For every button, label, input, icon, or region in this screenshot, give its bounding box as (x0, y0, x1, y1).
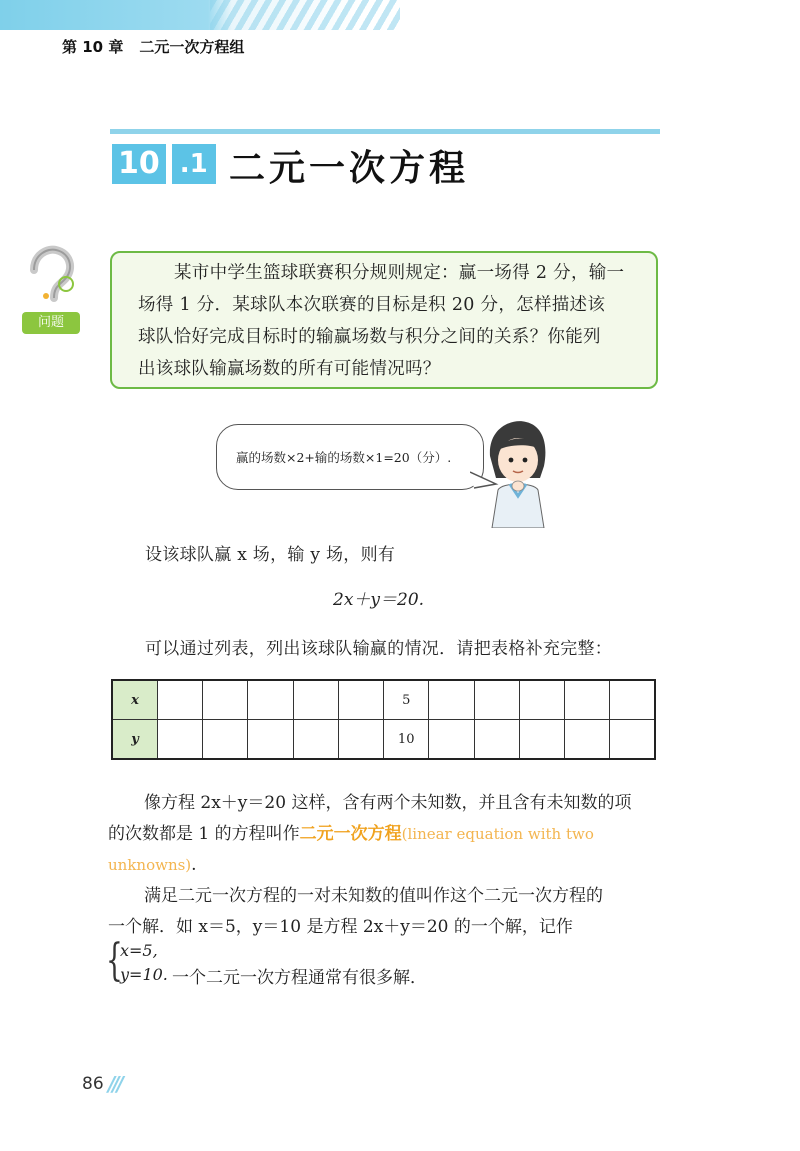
table-cell[interactable] (474, 720, 519, 760)
table-cell[interactable] (474, 680, 519, 720)
definition-term: 二元一次方程 (299, 824, 402, 844)
assume-text: 设该球队赢 x 场，输 y 场，则有 (145, 545, 396, 565)
student-girl-illustration (482, 416, 554, 528)
page-slashes-decor: /// (108, 1072, 121, 1096)
problem-line-1: 某市中学生篮球联赛积分规则规定：赢一场得 2 分，输一 (174, 263, 625, 283)
table-row-y (112, 720, 655, 760)
section-number-major: 10 (112, 144, 166, 184)
definition-line-2: 的次数都是 1 的方程叫作 (108, 824, 300, 844)
question-label: 问题 (22, 312, 80, 334)
table-cell[interactable] (338, 720, 383, 760)
fill-in-table (111, 679, 656, 757)
definition-english-a: (linear equation with two (401, 825, 594, 843)
table-cell[interactable] (519, 720, 564, 760)
section-number-minor: .1 (172, 144, 216, 184)
chapter-header (62, 36, 244, 57)
system-eq-2: y=10. (120, 965, 168, 984)
problem-text (138, 257, 660, 385)
definition-line-1: 像方程 2x＋y＝20 这样，含有两个未知数，并且含有未知数的项 (144, 793, 632, 813)
table-cell[interactable] (248, 720, 293, 760)
top-decor-stripes (210, 0, 400, 30)
page-number: 86 (82, 1074, 104, 1094)
solution-tail: 一个二元一次方程通常有很多解． (172, 968, 427, 988)
definition-end: . (191, 855, 197, 875)
chapter-title: 二元一次方程组 (139, 38, 245, 56)
table-cell[interactable] (203, 680, 248, 720)
table-cell[interactable] (564, 720, 609, 760)
table-cell: 5 (384, 680, 429, 720)
system-eq-1: x=5, (120, 941, 158, 960)
chapter-number: 第 10 章 (62, 38, 124, 56)
problem-line-4: 出该球队输赢场数的所有可能情况吗？ (138, 359, 441, 379)
problem-line-3: 球队恰好完成目标时的输赢场数与积分之间的关系？你能列 (138, 327, 601, 347)
table-cell[interactable] (158, 720, 203, 760)
section-rule (110, 129, 660, 134)
table-cell[interactable] (564, 680, 609, 720)
table-cell[interactable] (429, 720, 474, 760)
table-cell[interactable] (158, 680, 203, 720)
table-cell[interactable] (429, 680, 474, 720)
table-cell[interactable] (248, 680, 293, 720)
definition-paragraph (108, 788, 660, 881)
solution-paragraph (108, 881, 660, 943)
table-cell[interactable] (610, 680, 655, 720)
table-cell[interactable] (293, 680, 338, 720)
section-title: 二元一次方程 (229, 148, 470, 189)
table-cell[interactable] (610, 720, 655, 760)
solution-line-1: 满足二元一次方程的一对未知数的值叫作这个二元一次方程的 (144, 886, 603, 906)
section-number (112, 144, 216, 184)
top-decor-band (0, 0, 800, 30)
table-row-label: y (112, 720, 158, 760)
table-cell[interactable] (293, 720, 338, 760)
bubble-text: 赢的场数×2+输的场数×1=20（分）. (236, 450, 452, 465)
system-brace: { (106, 935, 123, 986)
main-equation: 2x＋y＝20. (333, 590, 425, 610)
definition-english-b: unknowns) (108, 856, 192, 874)
table-row-label: x (112, 680, 158, 720)
table-cell[interactable] (519, 680, 564, 720)
solution-line-2: 一个解．如 x＝5，y＝10 是方程 2x＋y＝20 的一个解，记作 (108, 917, 573, 937)
table-intro: 可以通过列表，列出该球队输赢的情况．请把表格补充完整： (145, 639, 613, 659)
table-cell[interactable] (203, 720, 248, 760)
table-row-x (112, 680, 655, 720)
problem-line-2: 场得 1 分．某球队本次联赛的目标是积 20 分，怎样描述该 (138, 295, 606, 315)
table-cell[interactable] (338, 680, 383, 720)
table-cell: 10 (384, 720, 429, 760)
